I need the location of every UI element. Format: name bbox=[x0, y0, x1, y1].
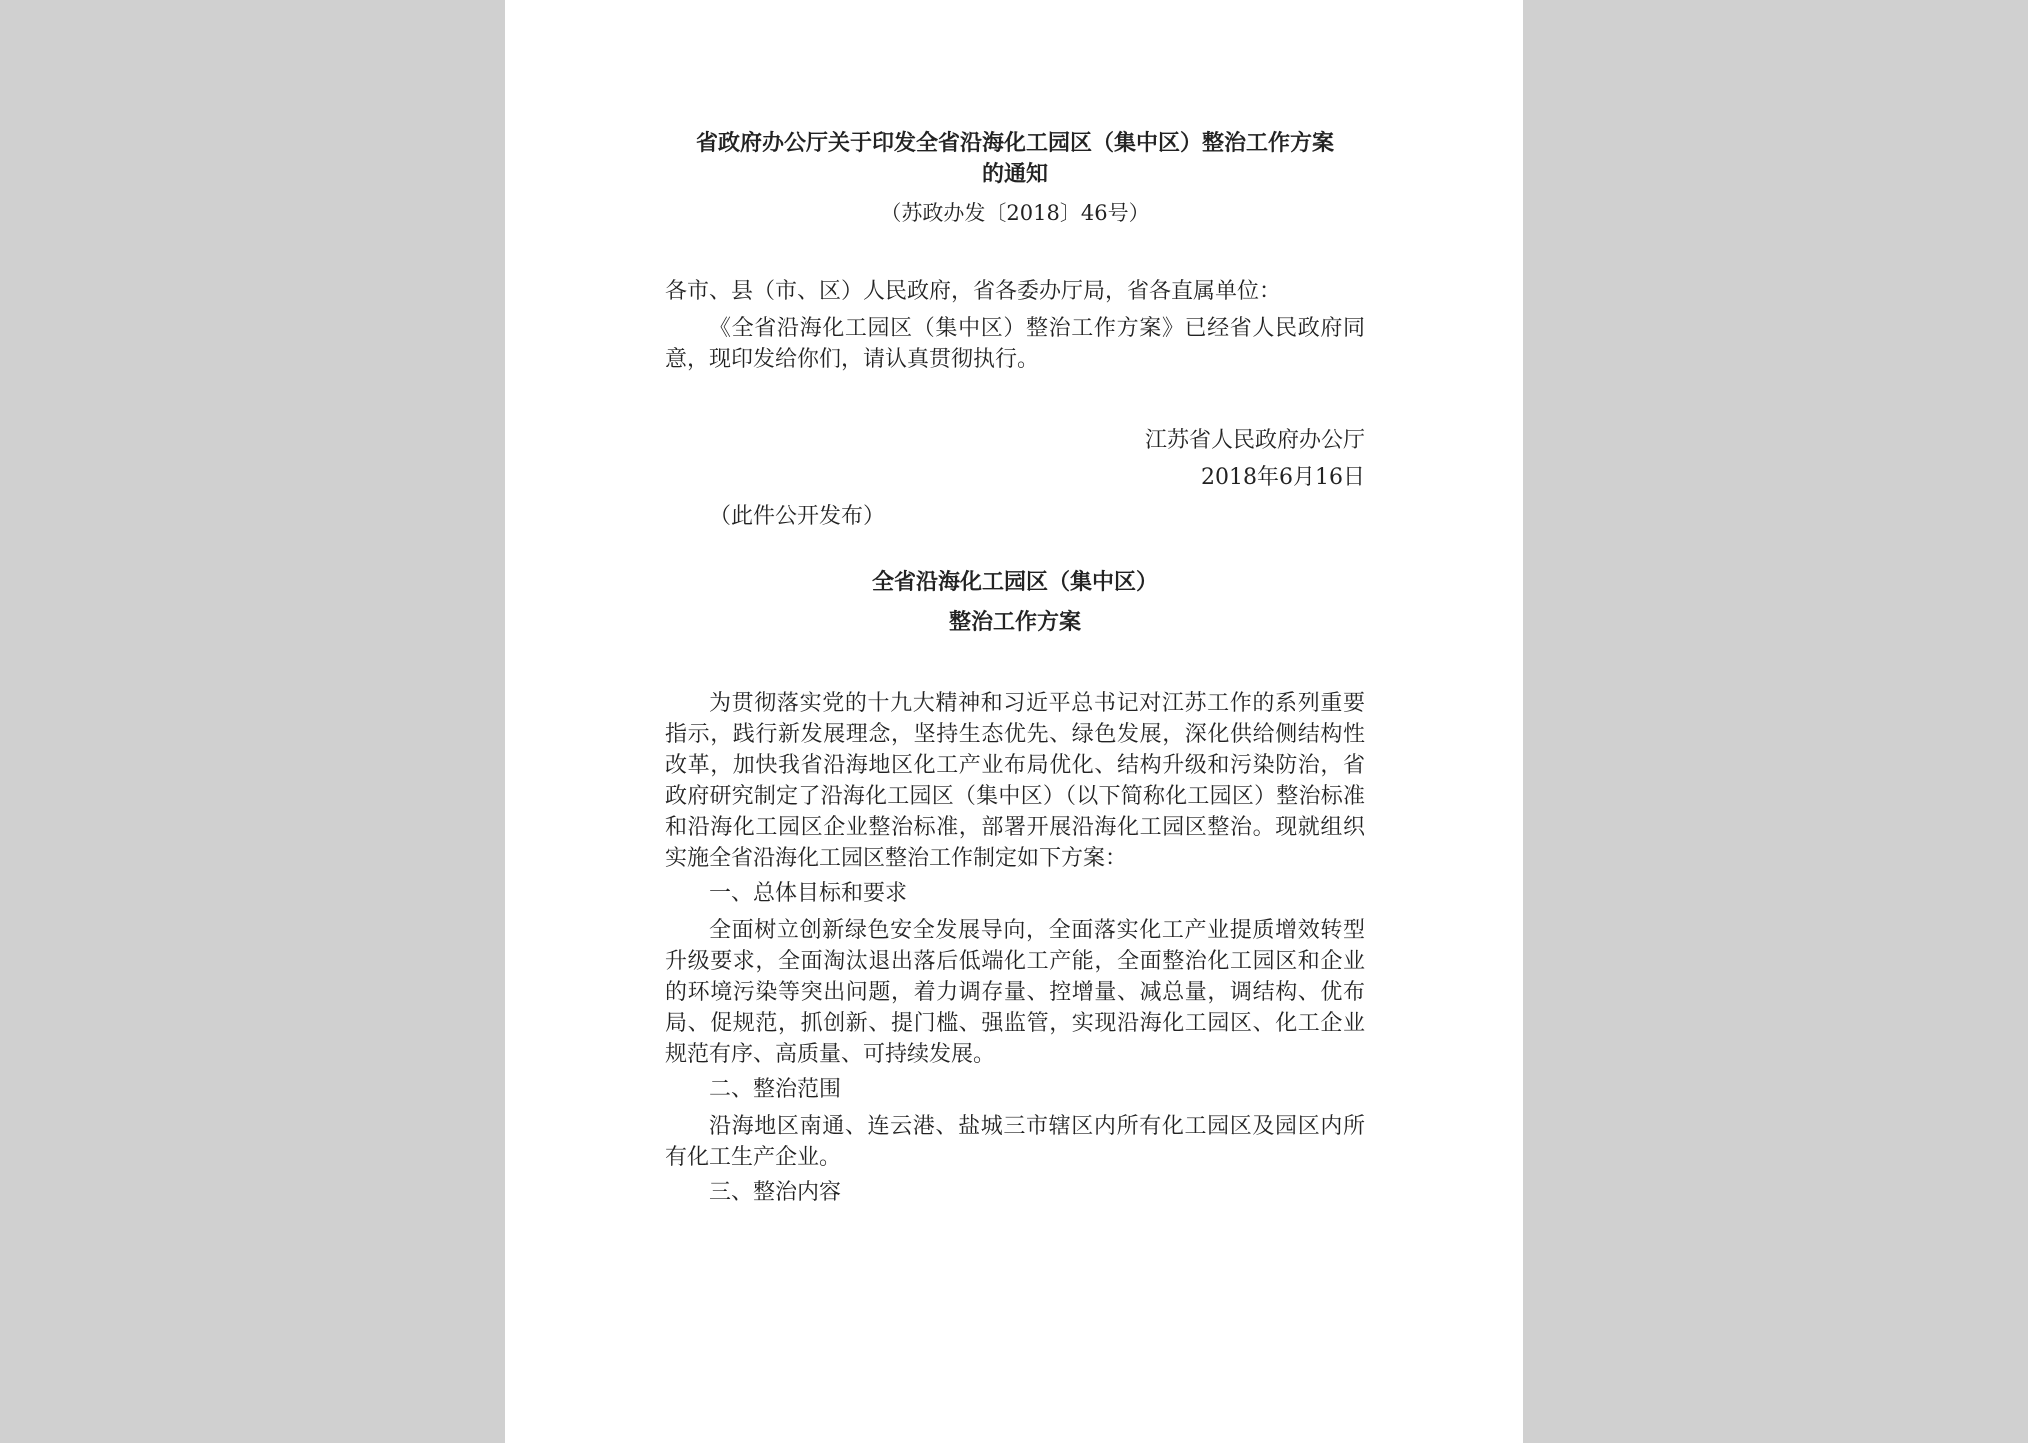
notice-body: 《全省沿海化工园区（集中区）整治工作方案》已经省人民政府同意，现印发给你们，请认真贯彻执行。 bbox=[665, 316, 1365, 372]
section-body-1: 全面树立创新绿色安全发展导向，全面落实化工产业提质增效转型升级要求，全面淘汰退出落后低端化工产能，全面整治化工园区和企业的环境污染等突出问题，着力调存量、控增量、减总量，调结构、优布局、促规范，抓创新、提门槛、强监管，实现沿海化工园区、化工企业规范有序、高质量、可持续发展。 bbox=[665, 918, 1365, 1067]
signature-date: 2018年6月16日 bbox=[1201, 465, 1365, 490]
signature-organization: 江苏省人民政府办公厅 bbox=[1144, 428, 1365, 453]
document-page bbox=[505, 0, 1523, 1443]
publication-note: （此件公开发布） bbox=[709, 504, 886, 529]
page-content bbox=[665, 128, 1365, 1208]
plan-title-line1: 全省沿海化工园区（集中区） bbox=[871, 569, 1158, 595]
notice-title-line2: 的通知 bbox=[981, 161, 1048, 187]
plan-intro: 为贯彻落实党的十九大精神和习近平总书记对江苏工作的系列重要指示，践行新发展理念，坚持生态优先、绿色发展，深化供给侧结构性改革，加快我省沿海地区化工产业布局优化、结构升级和污染防治，省政府研究制定了沿海化工园区（集中区）（以下简称化工园区）整治标准和沿海化工园区企业整治标准，部署开展沿海化工园区整治。现就组织实施全省沿海化工园区整治工作制定如下方案： bbox=[665, 691, 1365, 871]
document-number: （苏政办发〔2018〕46号） bbox=[880, 201, 1150, 225]
section-body-2: 沿海地区南通、连云港、盐城三市辖区内所有化工园区及园区内所有化工生产企业。 bbox=[665, 1114, 1365, 1170]
notice-title bbox=[665, 128, 1365, 190]
plan-title bbox=[665, 562, 1365, 642]
section-heading-3: 三、整治内容 bbox=[709, 1180, 842, 1205]
addressee: 各市、县（市、区）人民政府，省各委办厅局，省各直属单位： bbox=[665, 279, 1282, 304]
section-heading-1: 一、总体目标和要求 bbox=[709, 881, 908, 906]
plan-title-line2: 整治工作方案 bbox=[948, 609, 1081, 635]
notice-title-line1: 省政府办公厅关于印发全省沿海化工园区（集中区）整治工作方案 bbox=[695, 130, 1334, 156]
section-heading-2: 二、整治范围 bbox=[709, 1077, 842, 1102]
